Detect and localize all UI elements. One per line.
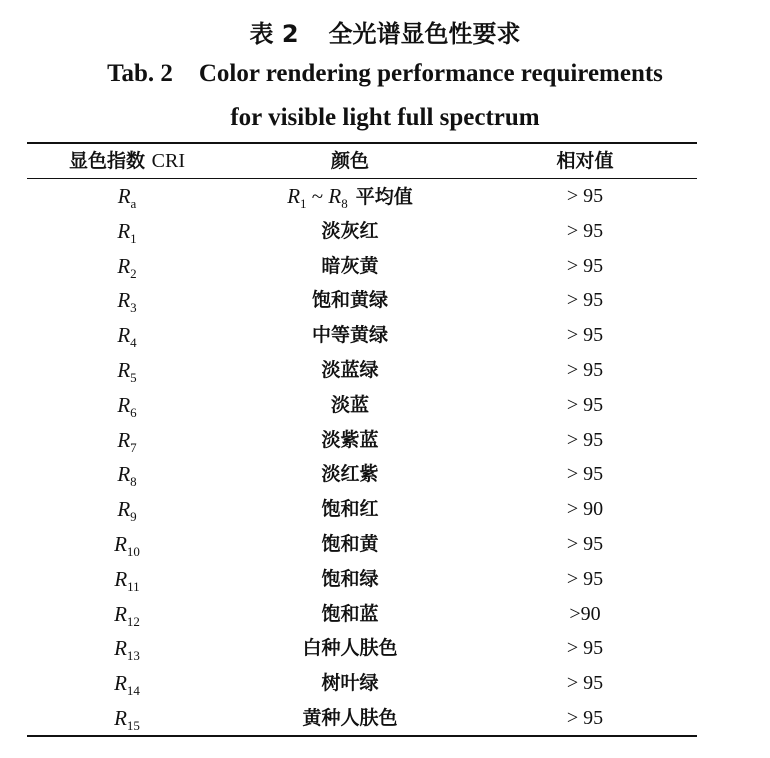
color-name xyxy=(227,388,473,422)
cri-symbol-letter: R xyxy=(117,462,131,487)
color-name-text: 饱和绿 xyxy=(321,567,379,590)
color-name-text: 饱和黄 xyxy=(321,533,379,555)
color-name xyxy=(227,353,473,387)
table-row xyxy=(27,562,697,596)
color-name-text: 淡灰红 xyxy=(321,219,379,242)
color-name-text: 饱和红 xyxy=(321,498,379,521)
color-name xyxy=(227,457,473,491)
table-caption-en-1: Color rendering performance requirements xyxy=(198,60,663,87)
table-row xyxy=(27,527,697,561)
cri-symbol-subscript: 10 xyxy=(126,544,140,559)
header-relative-value: 相对值 xyxy=(556,150,614,172)
color-name xyxy=(227,249,473,283)
cri-symbol-letter: R xyxy=(114,636,127,661)
table-row xyxy=(27,283,697,317)
cri-symbol xyxy=(27,214,227,248)
relative-value: >90 xyxy=(569,602,601,625)
range-from-subscript: 1 xyxy=(300,196,307,211)
color-name-text: 淡紫蓝 xyxy=(321,428,379,451)
table-title-english-line-2 xyxy=(0,104,770,132)
cri-symbol xyxy=(27,527,227,561)
relative-value: > 95 xyxy=(566,533,604,555)
cri-symbol-subscript: 8 xyxy=(130,474,137,490)
color-name xyxy=(227,179,473,213)
table-caption-cn: 全光谱显色性要求 xyxy=(328,20,521,48)
cri-symbol-subscript: 11 xyxy=(127,578,140,594)
color-name xyxy=(227,562,473,596)
table-row xyxy=(27,701,697,735)
table-row xyxy=(27,597,697,631)
cri-symbol xyxy=(27,562,227,596)
cri-symbol xyxy=(27,457,227,491)
cri-symbol-letter: R xyxy=(114,532,127,556)
relative-value: > 95 xyxy=(566,393,604,416)
table-row xyxy=(27,179,697,213)
cri-symbol-letter: R xyxy=(117,288,131,313)
color-name-text: 暗灰黄 xyxy=(321,254,379,277)
cri-symbol-letter: R xyxy=(117,392,131,417)
cri-symbol-subscript: 13 xyxy=(126,648,140,664)
relative-value: > 95 xyxy=(566,254,604,277)
color-name xyxy=(227,318,473,352)
range-to-subscript: 8 xyxy=(341,196,348,211)
table-row xyxy=(27,318,697,352)
relative-value: > 95 xyxy=(566,185,604,207)
cri-symbol xyxy=(27,388,227,422)
cri-symbol-letter: R xyxy=(114,671,127,696)
relative-value: > 95 xyxy=(566,567,604,590)
color-name-text: 树叶绿 xyxy=(321,672,379,695)
relative-value: > 95 xyxy=(566,463,604,486)
color-name xyxy=(227,283,473,317)
cri-symbol xyxy=(27,179,227,213)
cri-symbol-letter: R xyxy=(114,566,128,591)
table-row xyxy=(27,666,697,700)
relative-value: > 95 xyxy=(566,637,604,660)
color-name xyxy=(227,666,473,700)
table-row xyxy=(27,388,697,422)
cri-symbol xyxy=(27,701,227,735)
table-row xyxy=(27,631,697,665)
color-name xyxy=(227,423,473,457)
cri-symbol-letter: R xyxy=(117,497,131,522)
cri-symbol xyxy=(27,283,227,317)
table-row xyxy=(27,353,697,387)
table-caption-en-2: for visible light full spectrum xyxy=(230,104,540,131)
header-color: 颜色 xyxy=(330,150,369,172)
cri-symbol xyxy=(27,318,227,352)
table-number-en: Tab. 2 xyxy=(107,60,173,87)
relative-value: > 95 xyxy=(566,672,604,695)
relative-value: > 95 xyxy=(566,359,604,381)
relative-value: > 95 xyxy=(566,289,604,312)
relative-value: > 95 xyxy=(566,428,604,451)
cri-symbol-subscript: 1 xyxy=(130,230,137,246)
color-name-text: 淡红紫 xyxy=(321,463,379,486)
table-row xyxy=(27,214,697,248)
cri-symbol-subscript: 6 xyxy=(130,404,137,420)
table-row xyxy=(27,249,697,283)
relative-value: > 90 xyxy=(566,498,604,521)
cri-symbol-subscript: a xyxy=(130,196,137,211)
cri-symbol xyxy=(27,249,227,283)
cri-symbol xyxy=(27,492,227,526)
range-from-letter: R xyxy=(287,184,301,208)
cri-symbol xyxy=(27,353,227,387)
color-name-text: 黄种人肤色 xyxy=(302,707,398,729)
color-name-text: 淡蓝 xyxy=(330,393,369,416)
cri-symbol-subscript: 12 xyxy=(126,613,140,629)
header-cri-en: CRI xyxy=(151,150,185,172)
color-name-text: 中等黄绿 xyxy=(311,324,388,347)
color-name-text: 饱和蓝 xyxy=(321,602,379,625)
relative-value: > 95 xyxy=(566,707,604,729)
cri-symbol-subscript: 9 xyxy=(130,509,137,525)
relative-value: > 95 xyxy=(566,324,604,347)
color-name xyxy=(227,631,473,665)
cri-symbol-letter: R xyxy=(117,323,131,348)
cri-symbol-letter: R xyxy=(117,184,131,208)
table-title-chinese xyxy=(0,14,770,49)
color-name-text: 平均值 xyxy=(355,186,413,208)
cri-symbol-letter: R xyxy=(114,601,127,626)
table-row xyxy=(27,457,697,491)
cri-symbol-subscript: 7 xyxy=(130,439,137,455)
cri-symbol-letter: R xyxy=(114,706,127,730)
table-title-english-line-1 xyxy=(0,60,770,88)
header-cri-cn: 显色指数 xyxy=(69,150,146,172)
color-name xyxy=(227,527,473,561)
cri-symbol-subscript: 2 xyxy=(130,265,137,281)
table-bottom-rule xyxy=(27,735,697,737)
cri-symbol xyxy=(27,597,227,631)
color-name xyxy=(227,492,473,526)
color-name xyxy=(227,214,473,248)
cri-symbol xyxy=(27,423,227,457)
cri-symbol-letter: R xyxy=(117,427,131,452)
cri-range xyxy=(287,184,348,211)
cri-symbol-letter: R xyxy=(117,218,131,243)
relative-value: > 95 xyxy=(566,219,604,242)
cri-symbol-subscript: 3 xyxy=(130,300,137,316)
color-name-text: 白种人肤色 xyxy=(302,637,398,660)
color-name xyxy=(227,701,473,735)
cri-symbol-subscript: 14 xyxy=(126,683,140,699)
cri-symbol-subscript: 5 xyxy=(130,370,137,385)
header-cri xyxy=(27,144,227,178)
color-name-text: 饱和黄绿 xyxy=(311,289,388,312)
cri-symbol-subscript: 15 xyxy=(126,718,140,733)
color-name-text: 淡蓝绿 xyxy=(321,359,379,381)
cri-symbol-letter: R xyxy=(117,358,131,382)
range-to-letter: R xyxy=(328,184,342,208)
range-separator: ~ xyxy=(311,184,324,208)
table-row xyxy=(27,492,697,526)
table-number-cn: 表 2 xyxy=(249,20,299,48)
color-name xyxy=(227,597,473,631)
cri-symbol-subscript: 4 xyxy=(130,335,137,351)
cri-symbol xyxy=(27,666,227,700)
cri-symbol-letter: R xyxy=(117,253,131,278)
table-row xyxy=(27,423,697,457)
table-header-row xyxy=(27,144,697,178)
cri-symbol xyxy=(27,631,227,665)
